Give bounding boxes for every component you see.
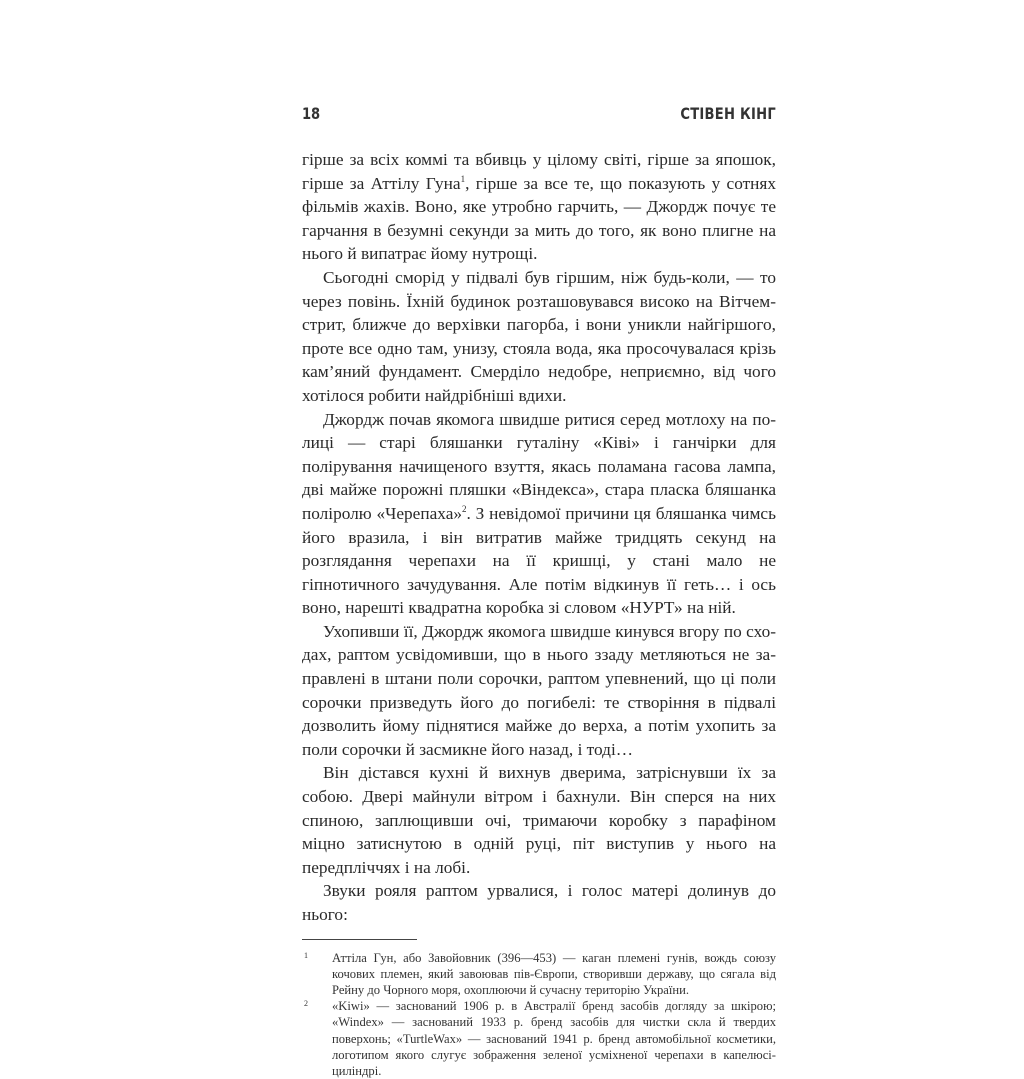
- footnote-ref[interactable]: 1: [460, 173, 466, 184]
- footnote-text: Аттіла Гун, або Завойовник (396—453) — каган племені гунів, вождь союзу кочових племен, який завоював пів-Європи, створивши державу, що сягала від Рейну до Чорного моря, охоплюючи й сучасну територію України.: [332, 950, 776, 997]
- page-number: 18: [302, 104, 320, 123]
- paragraph: [302, 148, 776, 266]
- paragraph: Звуки рояля раптом урвалися, і голос матері долинув до нього:: [302, 881, 776, 924]
- footnote: [302, 998, 776, 1079]
- footnote-number: 1: [304, 950, 308, 960]
- paragraph-text: гірше за всіх коммі та вбивць у цілому світі, гірше за япошок, гірше за Аттілу Гуна: [302, 150, 776, 193]
- paragraph-text: Джордж почав якомога швидше ритися серед мотлоху на полиці — старі бляшанки гуталіну «Ківі» і ганчірки для полірування начищеного взуття, якась поламана гасова лампа, дві майже порожні пляшки «Віндекса», стара пласка бляшанка поліролю «Черепаха»: [302, 409, 776, 523]
- footnote-text: «Kiwi» — заснований 1906 р. в Австралії бренд засобів догляду за шкірою; «Windex» — заснований 1933 р. бренд засобів для чистки скла й твердих поверхонь; «TurtleWax» — заснований 1941 р. бренд автомобільної косметики, логотипом якого слугує зображення зеленої усміхненої черепахи в капелюсі-циліндрі.: [332, 999, 776, 1079]
- running-title: СТІВЕН КІНГ: [680, 104, 776, 123]
- footnote-divider: [302, 939, 417, 940]
- book-page: [302, 104, 776, 1079]
- paragraph: Сьогодні сморід у підвалі був гіршим, ніж будь-коли, — то через повінь. Їхній будинок розташовувався високо на Вітчемстрит, ближче до верхівки пагорба, і вони уникли найгіршого, проте все одно там, унизу, стояла вода, яка просочувалася крізь кам’яний фундамент. Смерділо недобре, неприємно, від чого хотілося робити найдрібніші вдихи.: [302, 267, 776, 405]
- paragraph-text: , гірше за все те, що показують у сотнях фільмів жахів. Воно, яке утробно гарчить, — Джордж почує те гарчання в безумні секунди за мить до того, як воно плигне на нього й випатрає йому нутрощі.: [302, 173, 776, 264]
- body-text: [302, 148, 776, 927]
- paragraph: Він дістався кухні й вихнув дверима, затріснувши їх за собою. Двері майнули вітром і бахнули. Він сперся на них спиною, заплющивши очі, тримаючи коробку з парафіном міцно затиснутою в одній руці, піт виступив у нього на передпліччях і на лобі.: [302, 763, 776, 877]
- running-head: [302, 104, 776, 134]
- footnote-number: 2: [304, 999, 308, 1009]
- paragraph: [302, 408, 776, 620]
- footnote: [302, 950, 776, 999]
- footnotes: [302, 950, 776, 1079]
- footnote-ref[interactable]: 2: [462, 503, 467, 514]
- paragraph-text: . З невідомої причини ця бляшанка чимсь його вразила, і він витратив майже тридцять секунд на розглядання черепахи на її кришці, у стані мало не гіпнотичного зачудування. Але потім відкинув її геть… і ось воно, нарешті квадратна коробка зі словом «НУРТ» на ній.: [302, 503, 776, 618]
- paragraph: Ухопивши її, Джордж якомога швидше кинувся вгору по сходах, раптом усвідомивши, що в нього ззаду метляються не заправлені в штани поли сорочки, раптом упевнений, що ці поли сорочки призведуть його до погибелі: те створіння в підвалі дозволить йому піднятися майже до верха, а потім ухопить за поли сорочки й засмикне його назад, і тоді…: [302, 621, 776, 759]
